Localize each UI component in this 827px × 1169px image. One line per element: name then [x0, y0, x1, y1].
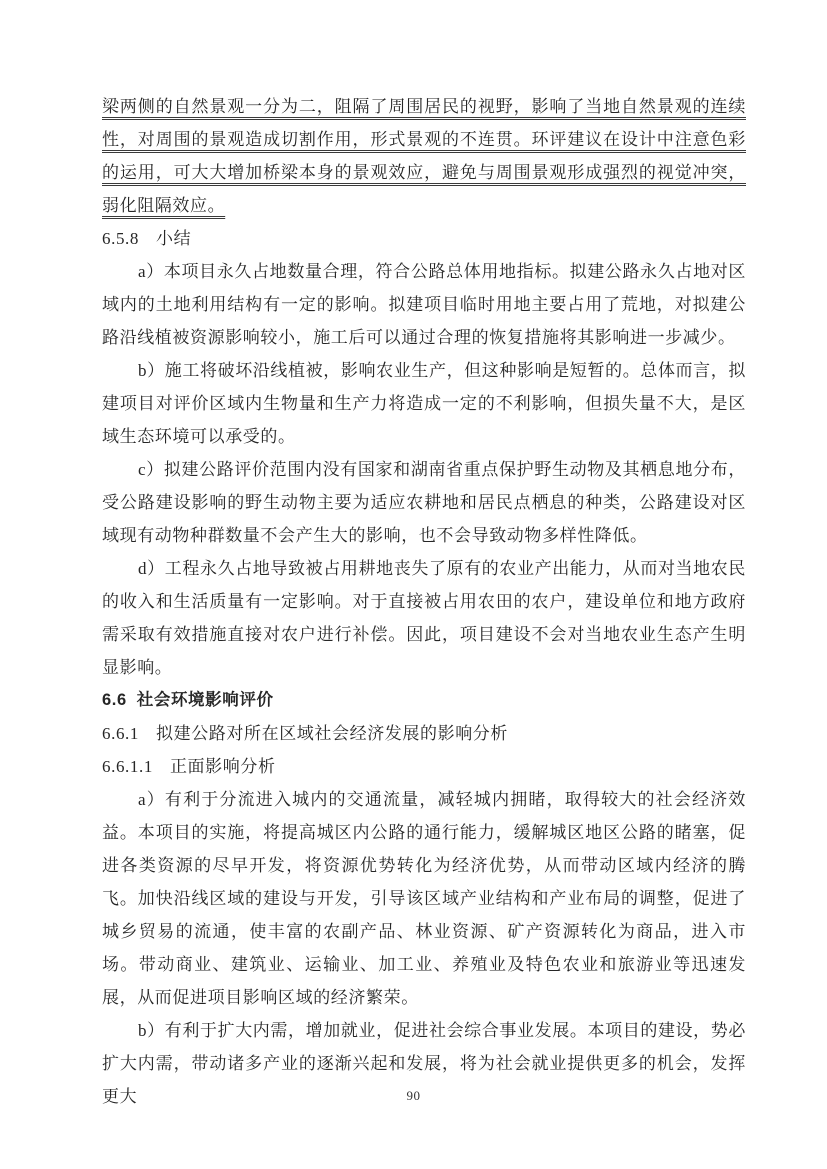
heading-number: 6.6: [102, 691, 127, 709]
paragraph-d-farmland-compensation: d）工程永久占地导致被占用耕地丧失了原有的农业产出能力，从而对当地农民的收入和生活质量有一定影响。对于直接被占用农田的农户，建设单位和地方政府需采取有效措施直接对农户进行补偿。因此，项目建设不会对当地农业生态产生明显影响。: [102, 559, 746, 677]
heading-number: 6.5.8: [102, 229, 139, 248]
heading-6-5-8-summary: [102, 222, 746, 255]
paragraph-a-traffic-economic-benefit: a）有利于分流进入城内的交通流量，减轻城内拥睹，取得较大的社会经济效益。本项目的实施，将提高城区内公路的通行能力，缓解城区地区公路的睹塞，促进各类资源的尽早开发，将资源优势转化为经济优势，从而带动区域内经济的腾飞。加快沿线区域的建设与开发，引导该区域产业结构和产业布局的调整，促进了城乡贸易的流通，使丰富的农副产品、林业资源、矿产资源转化为商品，进入市场。带动商业、建筑业、运输业、加工业、养殖业及特色农业和旅游业等迅速发展，从而促进项目影响区域的经济繁荣。: [102, 790, 746, 1007]
heading-6-6-1-1-positive-impact: [102, 750, 746, 783]
heading-title: 小结: [156, 229, 192, 248]
page-text-block: [102, 90, 746, 1113]
paragraph-b-vegetation-impact: b）施工将破坏沿线植被，影响农业生产，但这种影响是短暂的。总体而言，拟建项目对评价区域内生物量和生产力将造成一定的不利影响，但损失量不大，是区域生态环境可以承受的。: [102, 361, 746, 446]
heading-number: 6.6.1: [102, 724, 139, 743]
heading-number: 6.6.1.1: [102, 757, 153, 776]
paragraph-landscape-impact-continued: 梁两侧的自然景观一分为二，阻隔了周围居民的视野，影响了当地自然景观的连续性，对周围的景观造成切割作用，形式景观的不连贯。环评建议在设计中注意色彩的运用，可大大增加桥梁本身的景观效应，避免与周围景观形成强烈的视觉冲突，弱化阻隔效应。: [102, 97, 746, 215]
heading-title: 正面影响分析: [169, 757, 276, 776]
paragraph-c-wildlife-impact: c）拟建公路评价范围内没有国家和湖南省重点保护野生动物及其栖息地分布，受公路建设影响的野生动物主要为适应农耕地和居民点栖息的种类，公路建设对区域现有动物种群数量不会产生大的影响，也不会导致动物多样性降低。: [102, 460, 746, 545]
heading-6-6-social-environment: [102, 684, 746, 717]
heading-title: 社会环境影响评价: [136, 691, 274, 709]
heading-6-6-1-socioeconomic-analysis: [102, 717, 746, 750]
page-number: 90: [406, 1088, 421, 1103]
paragraph-b-domestic-demand-employment: b）有利于扩大内需，增加就业，促进社会综合事业发展。本项目的建设，势必扩大内需，带动诸多产业的逐渐兴起和发展，将为社会就业提供更多的机会，发挥更大: [102, 1021, 746, 1106]
heading-title: 拟建公路对所在区域社会经济发展的影响分析: [156, 724, 508, 743]
paragraph-a-land-occupation: a）本项目永久占地数量合理，符合公路总体用地指标。拟建公路永久占地对区域内的土地利用结构有一定的影响。拟建项目临时用地主要占用了荒地，对拟建公路沿线植被资源影响较小，施工后可以通过合理的恢复措施将其影响进一步减少。: [102, 262, 746, 347]
